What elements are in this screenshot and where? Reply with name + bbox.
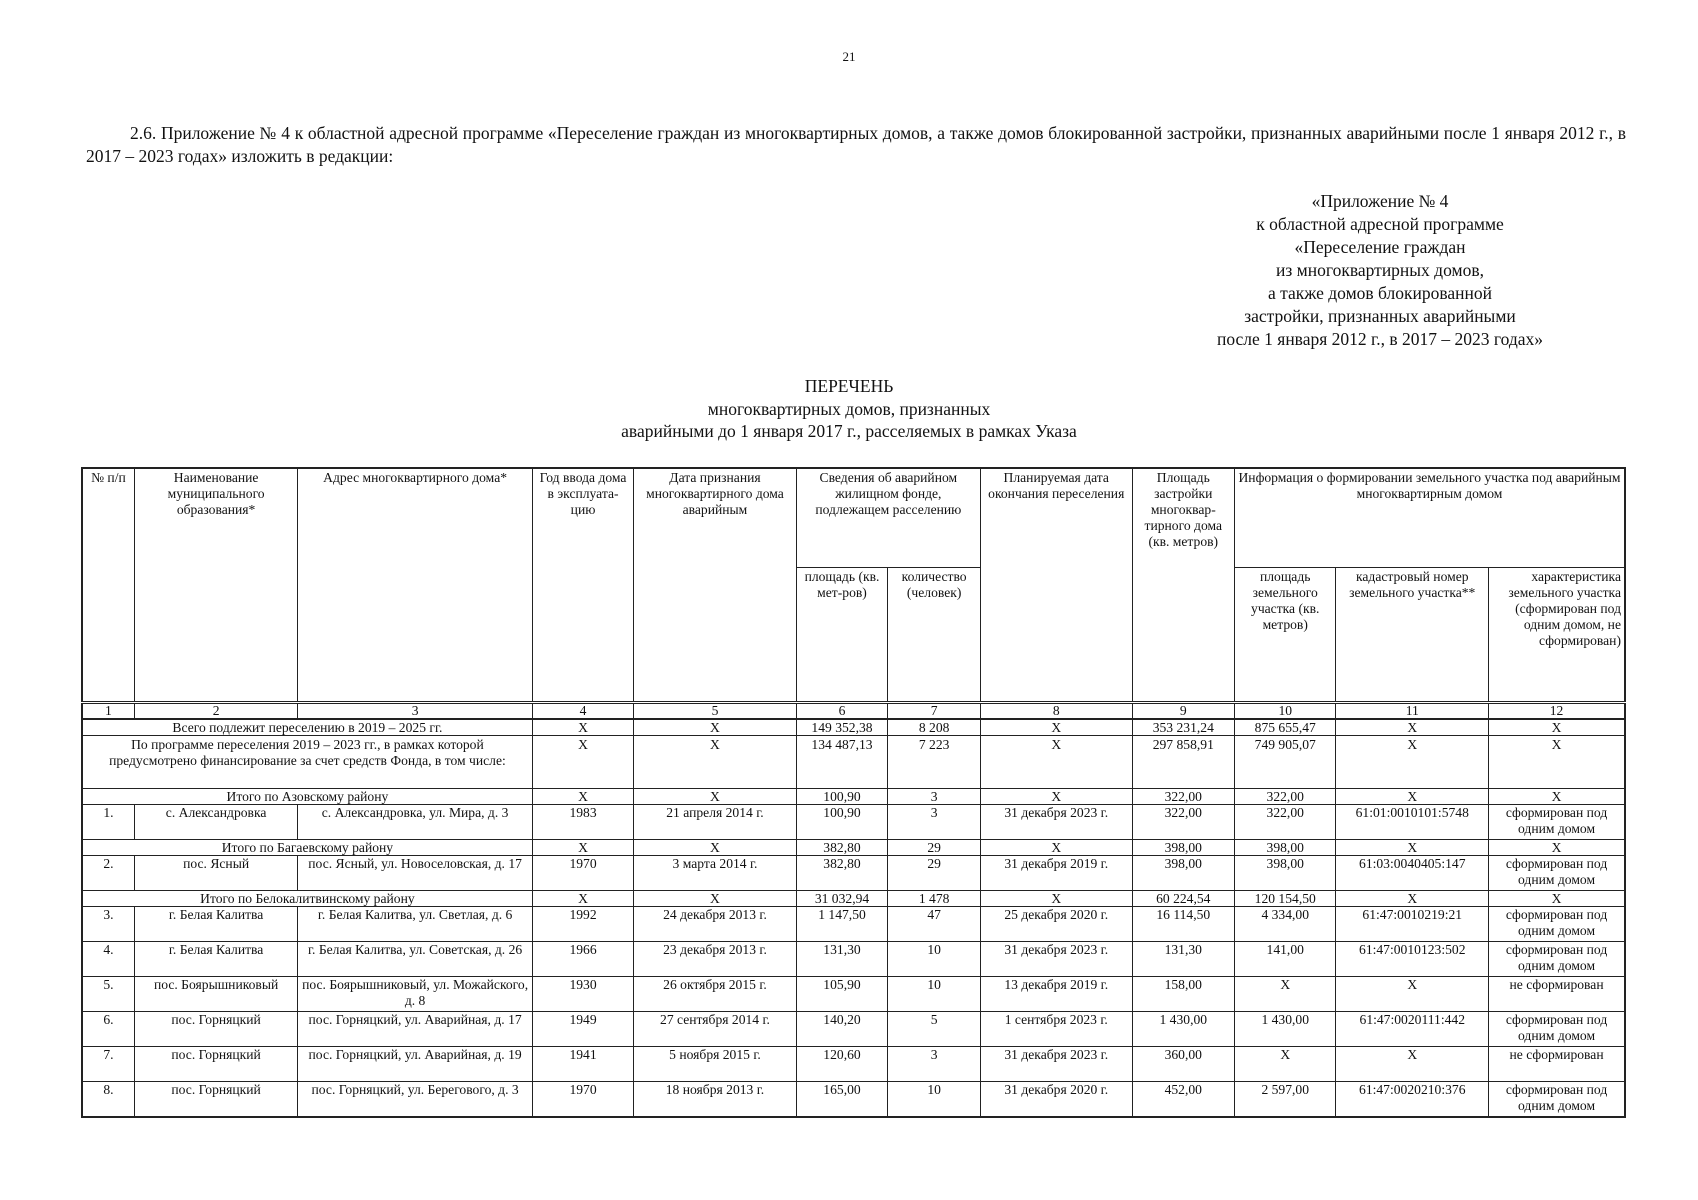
header-land-char: характеристика земельного участка (сформирован под одним домом, не сформирован): [1489, 568, 1625, 703]
table-row: [82, 977, 1625, 1012]
cell-land-area: 1 430,00: [1235, 1012, 1336, 1047]
cell-year: 1983: [532, 805, 633, 840]
cell-area: 1 147,50: [796, 907, 888, 942]
subtotal-cell: 1 478: [888, 891, 981, 907]
cell-date: 24 декабря 2013 г.: [634, 907, 796, 942]
subtotal-cell: X: [1489, 840, 1625, 856]
subtotal-cell: X: [1336, 789, 1489, 805]
col-number: 1: [82, 703, 134, 720]
cell-num: 1.: [82, 805, 134, 840]
cell-municipality: пос. Горняцкий: [134, 1047, 298, 1082]
header-municipality: Наименование муниципального образования*: [134, 468, 298, 703]
cell-land-area: 141,00: [1235, 942, 1336, 977]
cell-year: 1949: [532, 1012, 633, 1047]
cell-people: 3: [888, 1047, 981, 1082]
table-row: [82, 1082, 1625, 1118]
header-area: площадь (кв. мет-ров): [796, 568, 888, 703]
cell-address: пос. Горняцкий, ул. Аварийная, д. 19: [298, 1047, 532, 1082]
col-number: 5: [634, 703, 796, 720]
header-people: количество (человек): [888, 568, 981, 703]
total-cell: X: [634, 719, 796, 736]
cell-municipality: с. Александровка: [134, 805, 298, 840]
program-cell: X: [1336, 736, 1489, 789]
cell-area: 131,30: [796, 942, 888, 977]
cell-cadastral: 61:03:0040405:147: [1336, 856, 1489, 891]
subtotal-cell: 60 224,54: [1132, 891, 1235, 907]
subtotal-cell: X: [1489, 789, 1625, 805]
list-heading: ПЕРЕЧЕНЬ: [804, 376, 894, 396]
cell-address: с. Александровка, ул. Мира, д. 3: [298, 805, 532, 840]
cell-cadastral: X: [1336, 977, 1489, 1012]
subtotal-label: Итого по Багаевскому району: [82, 840, 532, 856]
cell-building-area: 322,00: [1132, 805, 1235, 840]
cell-address: пос. Горняцкий, ул. Берегового, д. 3: [298, 1082, 532, 1118]
appendix-line: а также домов блокированной: [1267, 283, 1493, 303]
table-row: [82, 1047, 1625, 1082]
total-cell: X: [532, 719, 633, 736]
cell-address: пос. Боярышниковый, ул. Можайского, д. 8: [298, 977, 532, 1012]
subtotal-cell: X: [980, 789, 1132, 805]
cell-people: 10: [888, 942, 981, 977]
col-number: 12: [1489, 703, 1625, 720]
cell-land-area: 4 334,00: [1235, 907, 1336, 942]
header-fund-info: Сведения об аварийном жилищном фонде, подлежащем расселению: [796, 468, 980, 568]
page-number: 21: [842, 49, 856, 64]
appendix-header: [1170, 190, 1590, 351]
cell-people: 3: [888, 805, 981, 840]
cell-num: 3.: [82, 907, 134, 942]
cell-building-area: 16 114,50: [1132, 907, 1235, 942]
program-cell: 134 487,13: [796, 736, 888, 789]
cell-land-char: сформирован под одним домом: [1489, 1012, 1625, 1047]
cell-area: 140,20: [796, 1012, 888, 1047]
cell-area: 120,60: [796, 1047, 888, 1082]
table-row: [82, 856, 1625, 891]
header-num: № п/п: [82, 468, 134, 703]
appendix-line: «Переселение граждан: [1294, 237, 1466, 257]
cell-year: 1992: [532, 907, 633, 942]
cell-building-area: 1 430,00: [1132, 1012, 1235, 1047]
cell-end: 31 декабря 2023 г.: [980, 1047, 1132, 1082]
header-address: Адрес многоквартирного дома*: [298, 468, 532, 703]
col-number: 6: [796, 703, 888, 720]
cell-land-char: сформирован под одним домом: [1489, 1082, 1625, 1118]
houses-table: [81, 467, 1626, 1118]
cell-year: 1930: [532, 977, 633, 1012]
cell-area: 105,90: [796, 977, 888, 1012]
subtotal-row: [82, 840, 1625, 856]
table-row: [82, 1012, 1625, 1047]
cell-land-area: X: [1235, 977, 1336, 1012]
cell-municipality: пос. Боярышниковый: [134, 977, 298, 1012]
col-number: 11: [1336, 703, 1489, 720]
cell-address: пос. Ясный, ул. Новоселовская, д. 17: [298, 856, 532, 891]
program-cell: X: [532, 736, 633, 789]
total-cell: X: [1336, 719, 1489, 736]
cell-address: г. Белая Калитва, ул. Советская, д. 26: [298, 942, 532, 977]
subtotal-cell: X: [980, 840, 1132, 856]
cell-land-char: сформирован под одним домом: [1489, 942, 1625, 977]
cell-land-char: сформирован под одним домом: [1489, 907, 1625, 942]
cell-date: 21 апреля 2014 г.: [634, 805, 796, 840]
cell-building-area: 398,00: [1132, 856, 1235, 891]
cell-people: 47: [888, 907, 981, 942]
subtotal-cell: 3: [888, 789, 981, 805]
cell-land-area: 322,00: [1235, 805, 1336, 840]
cell-land-char: сформирован под одним домом: [1489, 856, 1625, 891]
appendix-line: застройки, признанных аварийными: [1244, 306, 1516, 326]
program-cell: 297 858,91: [1132, 736, 1235, 789]
total-cell: 149 352,38: [796, 719, 888, 736]
header-date-recognized: Дата признания многоквартирного дома аварийным: [634, 468, 796, 703]
cell-people: 10: [888, 977, 981, 1012]
cell-land-area: 2 597,00: [1235, 1082, 1336, 1118]
cell-cadastral: 61:47:0010123:502: [1336, 942, 1489, 977]
cell-area: 382,80: [796, 856, 888, 891]
cell-land-area: X: [1235, 1047, 1336, 1082]
cell-land-char: не сформирован: [1489, 977, 1625, 1012]
cell-building-area: 131,30: [1132, 942, 1235, 977]
header-cadastral: кадастровый номер земельного участка**: [1336, 568, 1489, 703]
cell-year: 1966: [532, 942, 633, 977]
intro-paragraph: 2.6. Приложение № 4 к областной адресной программе «Переселение граждан из многоквартирных домов, а также домов блокированной застройки, признанных аварийными после 1 января 2012 г., в 2017 – 2023 годах» изложить в редакции:: [86, 123, 1626, 166]
subtotal-cell: X: [532, 891, 633, 907]
cell-municipality: пос. Ясный: [134, 856, 298, 891]
subtotal-cell: X: [634, 789, 796, 805]
cell-end: 31 декабря 2023 г.: [980, 805, 1132, 840]
subtotal-row: [82, 891, 1625, 907]
subtotal-cell: X: [634, 891, 796, 907]
cell-date: 27 сентября 2014 г.: [634, 1012, 796, 1047]
appendix-line: из многоквартирных домов,: [1276, 260, 1484, 280]
col-number: 3: [298, 703, 532, 720]
cell-people: 5: [888, 1012, 981, 1047]
subtotal-cell: 120 154,50: [1235, 891, 1336, 907]
cell-land-char: сформирован под одним домом: [1489, 805, 1625, 840]
cell-area: 100,90: [796, 805, 888, 840]
subtotal-label: Итого по Азовскому району: [82, 789, 532, 805]
program-cell: 7 223: [888, 736, 981, 789]
header-land-area: площадь земельного участка (кв. метров): [1235, 568, 1336, 703]
appendix-line: к областной адресной программе: [1256, 214, 1504, 234]
appendix-line: «Приложение № 4: [1311, 191, 1449, 211]
subtotal-cell: X: [1336, 891, 1489, 907]
cell-land-area: 398,00: [1235, 856, 1336, 891]
subtotal-cell: X: [980, 891, 1132, 907]
cell-date: 26 октября 2015 г.: [634, 977, 796, 1012]
cell-municipality: г. Белая Калитва: [134, 907, 298, 942]
list-subtitle-line: аварийными до 1 января 2017 г., расселяемых в рамках Указа: [621, 421, 1077, 441]
col-number: 10: [1235, 703, 1336, 720]
cell-num: 2.: [82, 856, 134, 891]
total-row: [82, 719, 1625, 736]
cell-land-char: не сформирован: [1489, 1047, 1625, 1082]
total-cell: 875 655,47: [1235, 719, 1336, 736]
cell-date: 5 ноября 2015 г.: [634, 1047, 796, 1082]
col-number: 7: [888, 703, 981, 720]
subtotal-cell: X: [1489, 891, 1625, 907]
cell-address: г. Белая Калитва, ул. Светлая, д. 6: [298, 907, 532, 942]
cell-num: 6.: [82, 1012, 134, 1047]
subtotal-cell: X: [634, 840, 796, 856]
subtotal-cell: 322,00: [1132, 789, 1235, 805]
cell-year: 1970: [532, 856, 633, 891]
total-label: Всего подлежит переселению в 2019 – 2025 гг.: [82, 719, 532, 736]
cell-people: 10: [888, 1082, 981, 1118]
col-number: 4: [532, 703, 633, 720]
cell-cadastral: 61:47:0010219:21: [1336, 907, 1489, 942]
cell-date: 18 ноября 2013 г.: [634, 1082, 796, 1118]
subtotal-cell: X: [1336, 840, 1489, 856]
cell-area: 165,00: [796, 1082, 888, 1118]
table-row: [82, 942, 1625, 977]
subtotal-cell: 31 032,94: [796, 891, 888, 907]
col-number: 8: [980, 703, 1132, 720]
cell-cadastral: 61:47:0020210:376: [1336, 1082, 1489, 1118]
program-cell: X: [980, 736, 1132, 789]
cell-people: 29: [888, 856, 981, 891]
column-numbers-row: [82, 703, 1625, 720]
total-cell: 8 208: [888, 719, 981, 736]
cell-num: 5.: [82, 977, 134, 1012]
subtotal-row: [82, 789, 1625, 805]
cell-municipality: пос. Горняцкий: [134, 1012, 298, 1047]
header-building-area: Площадь застройки многоквар-тирного дома (кв. метров): [1132, 468, 1235, 703]
header-year: Год ввода дома в эксплуата-цию: [532, 468, 633, 703]
subtotal-cell: 29: [888, 840, 981, 856]
total-cell: 353 231,24: [1132, 719, 1235, 736]
program-cell: X: [1489, 736, 1625, 789]
cell-cadastral: X: [1336, 1047, 1489, 1082]
cell-municipality: пос. Горняцкий: [134, 1082, 298, 1118]
total-cell: X: [980, 719, 1132, 736]
list-title: [0, 375, 1698, 443]
cell-year: 1941: [532, 1047, 633, 1082]
header-planned-end: Планируемая дата окончания переселения: [980, 468, 1132, 703]
cell-cadastral: 61:47:0020111:442: [1336, 1012, 1489, 1047]
table-header-row: [82, 468, 1625, 568]
cell-date: 23 декабря 2013 г.: [634, 942, 796, 977]
cell-cadastral: 61:01:0010101:5748: [1336, 805, 1489, 840]
subtotal-cell: 322,00: [1235, 789, 1336, 805]
cell-year: 1970: [532, 1082, 633, 1118]
cell-end: 31 декабря 2020 г.: [980, 1082, 1132, 1118]
header-land-info: Информация о формировании земельного участка под аварийным многоквартирным домом: [1235, 468, 1625, 568]
col-number: 9: [1132, 703, 1235, 720]
program-cell: 749 905,07: [1235, 736, 1336, 789]
total-cell: X: [1489, 719, 1625, 736]
cell-building-area: 452,00: [1132, 1082, 1235, 1118]
program-label: По программе переселения 2019 – 2023 гг., в рамках которой предусмотрено финансирование за счет средств Фонда, в том числе:: [82, 736, 532, 789]
program-cell: X: [634, 736, 796, 789]
cell-address: пос. Горняцкий, ул. Аварийная, д. 17: [298, 1012, 532, 1047]
cell-num: 4.: [82, 942, 134, 977]
program-row: [82, 736, 1625, 789]
subtotal-cell: 398,00: [1235, 840, 1336, 856]
cell-end: 25 декабря 2020 г.: [980, 907, 1132, 942]
col-number: 2: [134, 703, 298, 720]
subtotal-cell: X: [532, 789, 633, 805]
cell-num: 8.: [82, 1082, 134, 1118]
subtotal-cell: X: [532, 840, 633, 856]
subtotal-cell: 100,90: [796, 789, 888, 805]
table-row: [82, 805, 1625, 840]
cell-building-area: 360,00: [1132, 1047, 1235, 1082]
subtotal-cell: 382,80: [796, 840, 888, 856]
cell-end: 31 декабря 2023 г.: [980, 942, 1132, 977]
cell-end: 1 сентября 2023 г.: [980, 1012, 1132, 1047]
cell-end: 31 декабря 2019 г.: [980, 856, 1132, 891]
subtotal-label: Итого по Белокалитвинскому району: [82, 891, 532, 907]
cell-num: 7.: [82, 1047, 134, 1082]
appendix-line: после 1 января 2012 г., в 2017 – 2023 годах»: [1216, 329, 1544, 349]
table-row: [82, 907, 1625, 942]
cell-municipality: г. Белая Калитва: [134, 942, 298, 977]
subtotal-cell: 398,00: [1132, 840, 1235, 856]
cell-date: 3 марта 2014 г.: [634, 856, 796, 891]
cell-end: 13 декабря 2019 г.: [980, 977, 1132, 1012]
list-subtitle-line: многоквартирных домов, признанных: [707, 398, 991, 419]
cell-building-area: 158,00: [1132, 977, 1235, 1012]
